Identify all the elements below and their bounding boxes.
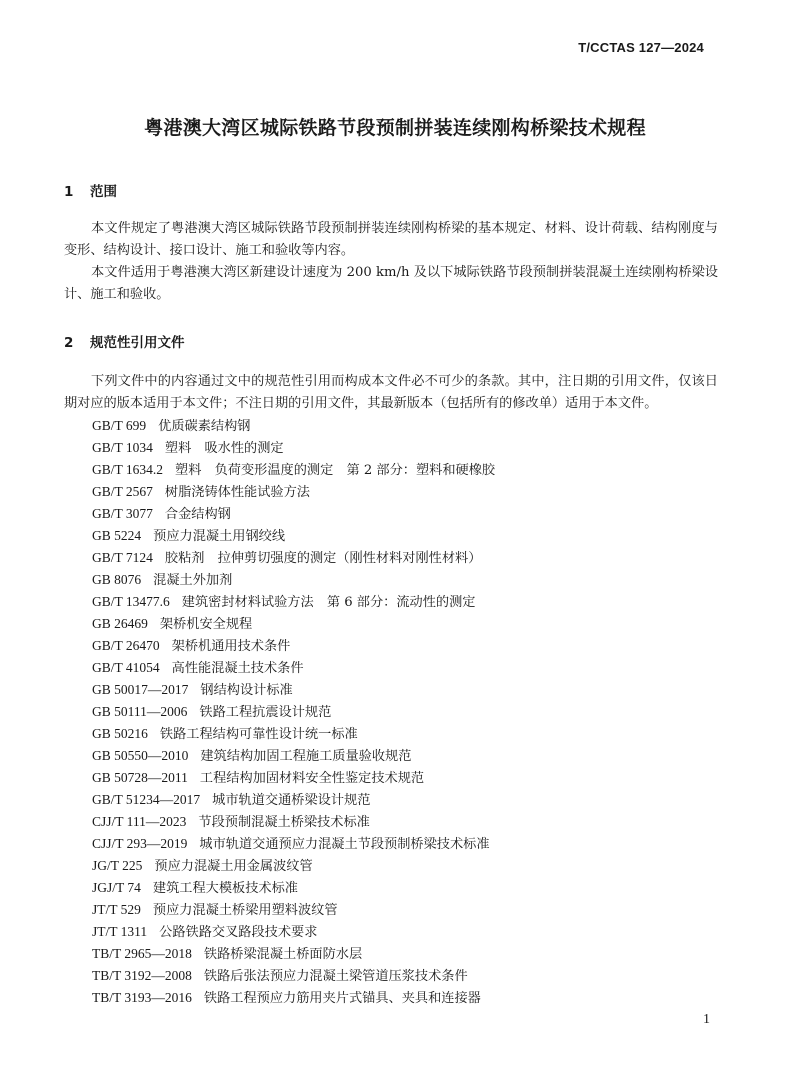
reference-name: 钢结构设计标准 bbox=[200, 683, 293, 698]
reference-name: 铁路后张法预应力混凝土梁管道压浆技术条件 bbox=[203, 969, 468, 984]
reference-item bbox=[92, 943, 495, 965]
reference-name: 合金结构钢 bbox=[164, 507, 231, 522]
reference-name: 混凝土外加剂 bbox=[153, 573, 233, 588]
reference-item bbox=[92, 679, 495, 701]
reference-code: CJJ/T 111—2023 bbox=[92, 814, 187, 829]
reference-name: 预应力混凝土桥梁用塑料波纹管 bbox=[152, 903, 338, 918]
reference-code: GB 50111—2006 bbox=[92, 704, 188, 719]
reference-name: 建筑工程大模板技术标准 bbox=[152, 881, 298, 896]
reference-item bbox=[92, 701, 495, 723]
reference-item bbox=[92, 437, 495, 459]
reference-item bbox=[92, 965, 495, 987]
reference-item bbox=[92, 833, 495, 855]
reference-name: 预应力混凝土用钢绞线 bbox=[153, 529, 286, 544]
section-title: 规范性引用文件 bbox=[90, 335, 185, 351]
reference-code: JT/T 1311 bbox=[92, 924, 148, 939]
reference-name: 公路铁路交叉路段技术要求 bbox=[159, 925, 318, 940]
reference-code: TB/T 2965—2018 bbox=[92, 946, 192, 961]
reference-code: GB 5224 bbox=[92, 528, 142, 543]
reference-item bbox=[92, 899, 495, 921]
references-intro-paragraph: 下列文件中的内容通过文中的规范性引用而构成本文件必不可少的条款。其中，注日期的引用文件，仅该日期对应的版本适用于本文件；不注日期的引用文件，其最新版本（包括所有的修改单）适用于本文件。 bbox=[64, 374, 718, 411]
reference-code: GB/T 699 bbox=[92, 418, 147, 433]
reference-name: 城市轨道交通桥梁设计规范 bbox=[212, 793, 371, 808]
reference-item bbox=[92, 613, 495, 635]
reference-code: GB 50216 bbox=[92, 726, 148, 741]
reference-item bbox=[92, 789, 495, 811]
reference-name: 建筑密封材料试验方法 第 6 部分：流动性的测定 bbox=[181, 595, 476, 610]
reference-code: GB/T 2567 bbox=[92, 484, 153, 499]
reference-code: GB/T 3077 bbox=[92, 506, 153, 521]
reference-item bbox=[92, 525, 495, 547]
reference-item bbox=[92, 921, 495, 943]
reference-name: 塑料 吸水性的测定 bbox=[164, 441, 284, 456]
reference-item bbox=[92, 745, 495, 767]
reference-name: 架桥机通用技术条件 bbox=[171, 639, 291, 654]
reference-code: GB 26469 bbox=[92, 616, 148, 631]
reference-item bbox=[92, 569, 495, 591]
section-number: 1 bbox=[64, 184, 74, 200]
reference-item bbox=[92, 459, 495, 481]
reference-item bbox=[92, 767, 495, 789]
reference-code: GB 8076 bbox=[92, 572, 142, 587]
reference-list bbox=[92, 415, 495, 1009]
reference-code: GB/T 26470 bbox=[92, 638, 160, 653]
document-title: 粤港澳大湾区城际铁路节段预制拼装连续刚构桥梁技术规程 bbox=[144, 117, 646, 139]
reference-code: GB/T 7124 bbox=[92, 550, 153, 565]
reference-name: 城市轨道交通预应力混凝土节段预制桥梁技术标准 bbox=[199, 837, 490, 852]
scope-paragraph-2: 本文件适用于粤港澳大湾区新建设计速度为 200 km/h 及以下城际铁路节段预制拼装混凝土连续刚构桥梁设计、施工和验收。 bbox=[64, 265, 718, 302]
reference-item bbox=[92, 503, 495, 525]
section-title: 范围 bbox=[90, 184, 117, 200]
reference-code: JG/T 225 bbox=[92, 858, 143, 873]
reference-code: GB 50550—2010 bbox=[92, 748, 189, 763]
reference-item bbox=[92, 547, 495, 569]
section-heading-normative-references bbox=[64, 331, 185, 351]
reference-code: TB/T 3193—2016 bbox=[92, 990, 192, 1005]
reference-item bbox=[92, 877, 495, 899]
reference-name: 高性能混凝土技术条件 bbox=[171, 661, 304, 676]
page-number: 1 bbox=[703, 1012, 710, 1027]
reference-name: 铁路工程预应力筋用夹片式锚具、夹具和连接器 bbox=[203, 991, 481, 1006]
reference-name: 架桥机安全规程 bbox=[159, 617, 253, 632]
section-heading-scope bbox=[64, 180, 117, 200]
reference-item bbox=[92, 723, 495, 745]
standard-code: T/CCTAS 127—2024 bbox=[578, 40, 704, 55]
reference-name: 铁路工程抗震设计规范 bbox=[199, 705, 332, 720]
reference-item bbox=[92, 987, 495, 1009]
reference-code: GB/T 41054 bbox=[92, 660, 160, 675]
reference-item bbox=[92, 481, 495, 503]
reference-item bbox=[92, 635, 495, 657]
reference-name: 胶粘剂 拉伸剪切强度的测定（刚性材料对刚性材料） bbox=[164, 551, 482, 566]
reference-code: GB/T 51234—2017 bbox=[92, 792, 201, 807]
reference-code: GB/T 1034 bbox=[92, 440, 153, 455]
reference-code: GB/T 1634.2 bbox=[92, 462, 164, 477]
reference-code: TB/T 3192—2008 bbox=[92, 968, 192, 983]
reference-item bbox=[92, 657, 495, 679]
reference-code: JGJ/T 74 bbox=[92, 880, 141, 895]
reference-item bbox=[92, 591, 495, 613]
reference-name: 铁路工程结构可靠性设计统一标准 bbox=[159, 727, 358, 742]
section-number: 2 bbox=[64, 335, 74, 351]
reference-name: 建筑结构加固工程施工质量验收规范 bbox=[200, 749, 412, 764]
reference-name: 预应力混凝土用金属波纹管 bbox=[154, 859, 313, 874]
reference-name: 工程结构加固材料安全性鉴定技术规范 bbox=[199, 771, 425, 786]
reference-item bbox=[92, 811, 495, 833]
reference-code: GB 50017—2017 bbox=[92, 682, 189, 697]
reference-name: 塑料 负荷变形温度的测定 第 2 部分：塑料和硬橡胶 bbox=[175, 463, 496, 478]
reference-code: JT/T 529 bbox=[92, 902, 141, 917]
scope-paragraph-1: 本文件规定了粤港澳大湾区城际铁路节段预制拼装连续刚构桥梁的基本规定、材料、设计荷载、结构刚度与变形、结构设计、接口设计、施工和验收等内容。 bbox=[64, 221, 718, 258]
reference-code: CJJ/T 293—2019 bbox=[92, 836, 188, 851]
reference-code: GB/T 13477.6 bbox=[92, 594, 170, 609]
reference-name: 优质碳素结构钢 bbox=[158, 419, 251, 434]
reference-name: 树脂浇铸体性能试验方法 bbox=[164, 485, 310, 500]
reference-name: 节段预制混凝土桥梁技术标准 bbox=[198, 815, 370, 830]
reference-item bbox=[92, 855, 495, 877]
reference-code: GB 50728—2011 bbox=[92, 770, 188, 785]
reference-name: 铁路桥梁混凝土桥面防水层 bbox=[203, 947, 363, 962]
reference-item bbox=[92, 415, 495, 437]
